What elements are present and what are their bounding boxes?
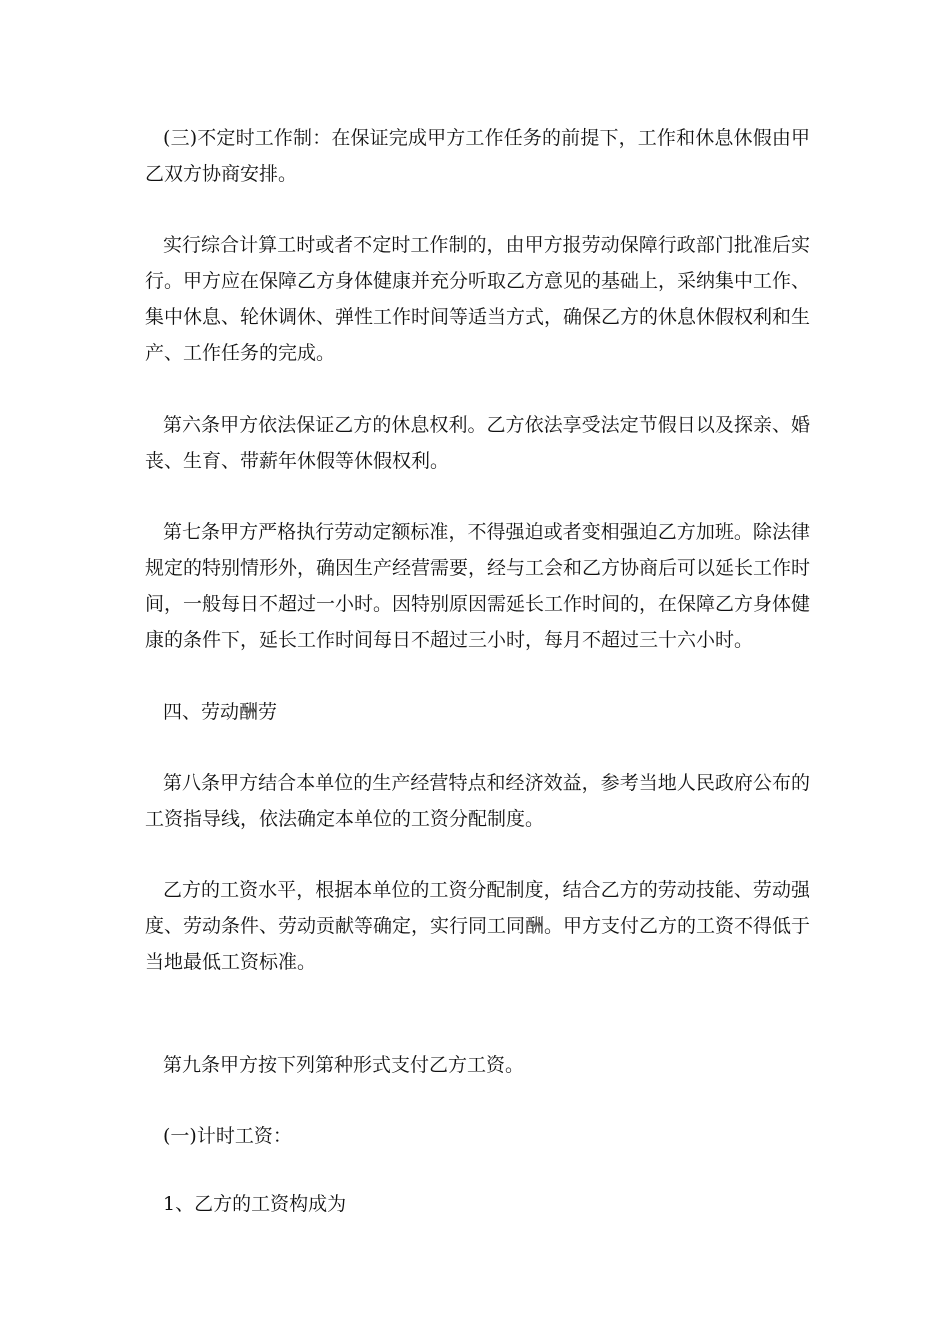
- paragraph-approval: 实行综合计算工时或者不定时工作制的，由甲方报劳动保障行政部门批准后实行。甲方应在保障乙方身体健康并充分听取乙方意见的基础上，采纳集中工作、集中休息、轮休调休、弹性工作时间等适当方式，确保乙方的休息休假权利和生产、工作任务的完成。: [145, 234, 811, 364]
- paragraph-time-wage: (一)计时工资：: [163, 1125, 292, 1147]
- paragraph-article-7: 第七条甲方严格执行劳动定额标准，不得强迫或者变相强迫乙方加班。除法律规定的特别情形外，确因生产经营需要，经与工会和乙方协商后可以延长工作时间，一般每日不超过一小时。因特别原因需延长工作时间的，在保障乙方身体健康的条件下，延长工作时间每日不超过三小时，每月不超过三十六小时。: [145, 521, 811, 651]
- paragraph-article-6: 第六条甲方依法保证乙方的休息权利。乙方依法享受法定节假日以及探亲、婚丧、生育、带薪年休假等休假权利。: [145, 414, 810, 472]
- paragraph-wage-level: 乙方的工资水平，根据本单位的工资分配制度，结合乙方的劳动技能、劳动强度、劳动条件、劳动贡献等确定，实行同工同酬。甲方支付乙方的工资不得低于当地最低工资标准。: [145, 879, 811, 973]
- paragraph-flexible-hours: (三)不定时工作制：在保证完成甲方工作任务的前提下，工作和休息休假由甲乙双方协商安排。: [145, 127, 810, 185]
- paragraph-article-8: 第八条甲方结合本单位的生产经营特点和经济效益，参考当地人民政府公布的工资指导线，依法确定本单位的工资分配制度。: [145, 772, 810, 830]
- paragraph-wage-composition: 1、乙方的工资构成为: [163, 1193, 347, 1215]
- section-heading-remuneration: 四、劳动酬劳: [163, 701, 278, 723]
- paragraph-article-9: 第九条甲方按下列第种形式支付乙方工资。: [163, 1054, 525, 1076]
